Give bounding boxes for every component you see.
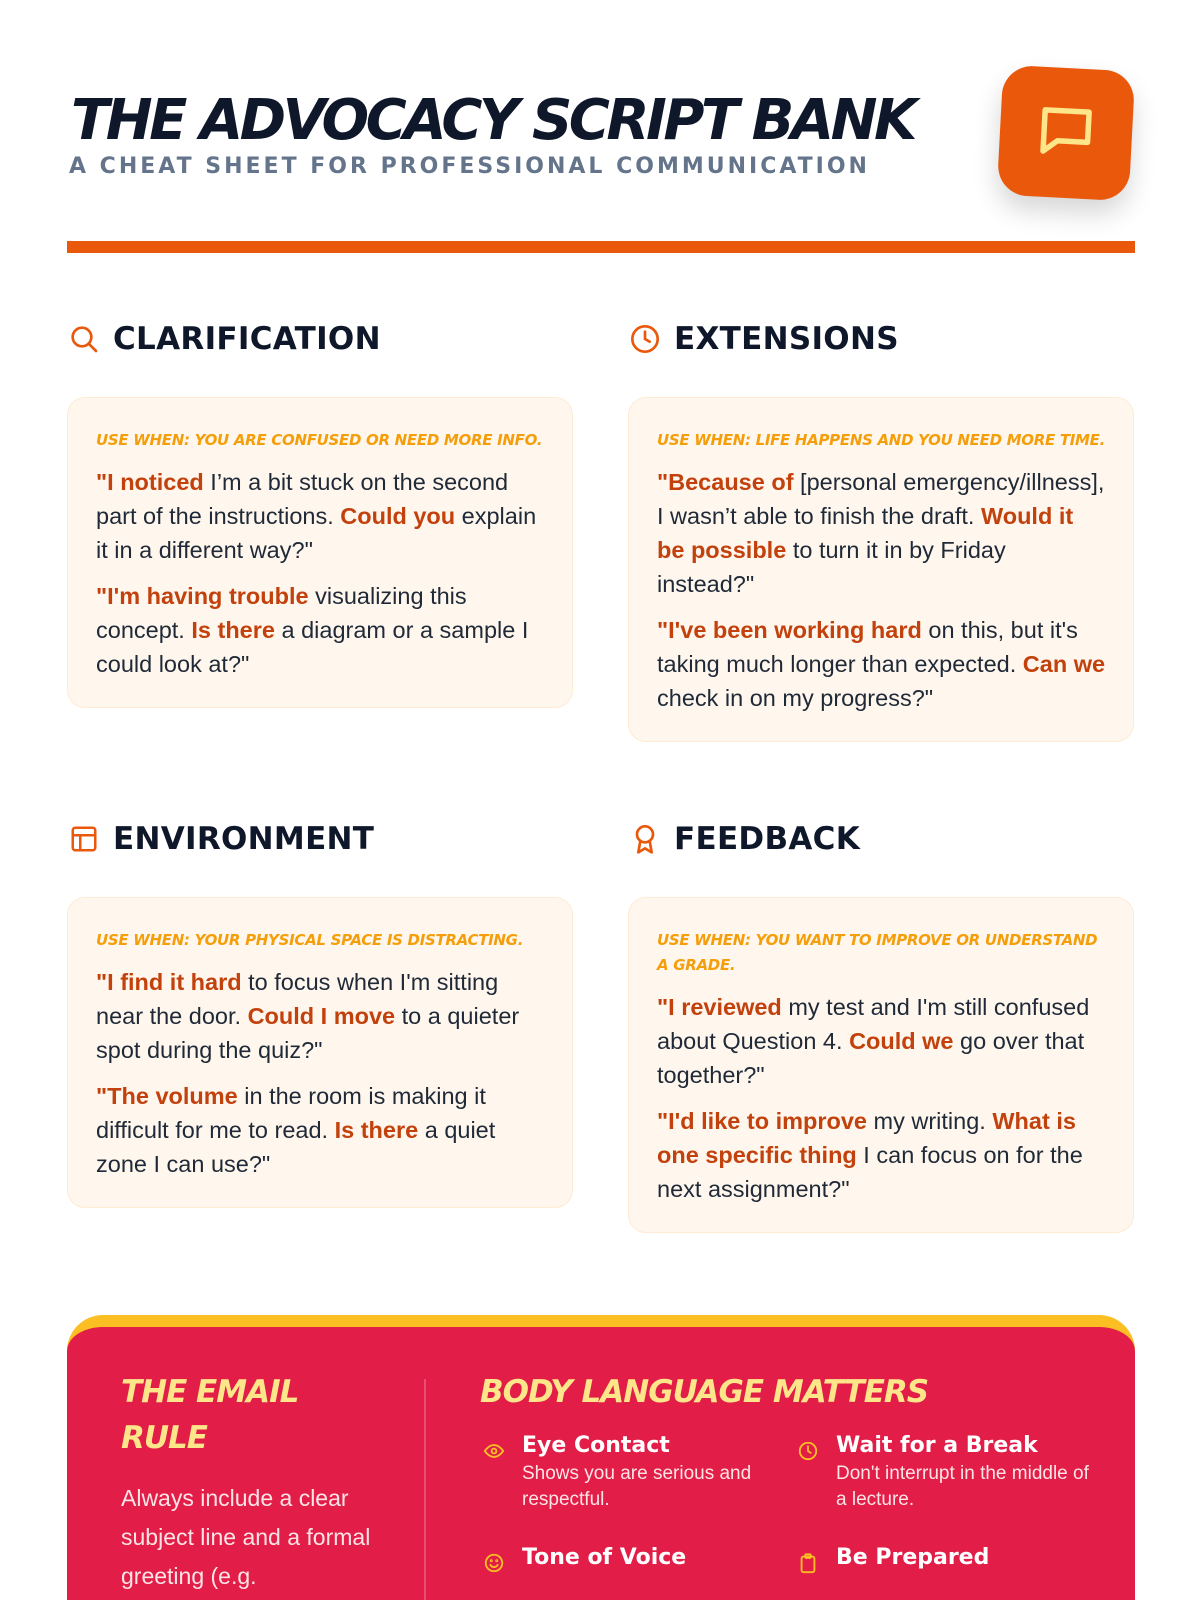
script-segment: visualizing this concept.	[96, 583, 467, 643]
tip-be-prepared	[794, 1543, 1094, 1577]
section-feedback	[628, 815, 1134, 1233]
script-text	[96, 465, 546, 567]
chat-bubble-icon	[1031, 98, 1100, 167]
section-extensions	[628, 315, 1134, 742]
script-segment: to turn it in by Friday instead?"	[657, 537, 1006, 597]
script-segment: on this, but it's taking much longer than expected.	[657, 617, 1078, 677]
section-title: EXTENSIONS	[674, 321, 899, 357]
tip-desc: Shows you are serious and respectful.	[522, 1463, 752, 1510]
tip-wait-for-break	[794, 1431, 1094, 1513]
use-when-label: USE WHEN: LIFE HAPPENS AND YOU NEED MORE TIME.	[657, 431, 1106, 449]
tip-title: Tone of Voice	[522, 1545, 687, 1570]
header-divider	[67, 241, 1135, 253]
script-text	[96, 579, 546, 681]
tips-panel	[67, 1315, 1135, 1600]
script-highlight: Is there	[334, 1117, 419, 1143]
script-segment: to focus when I'm sitting near the door.	[96, 969, 499, 1029]
script-segment: [personal emergency/illness], I wasn’t able to finish the draft.	[657, 469, 1105, 529]
script-segment: go over that together?"	[657, 1028, 1085, 1088]
clipboard-icon	[794, 1549, 822, 1577]
script-highlight: "Because of	[657, 469, 794, 495]
clock-icon	[794, 1437, 822, 1465]
script-card	[628, 397, 1134, 742]
script-text	[96, 965, 546, 1067]
section-title: ENVIRONMENT	[113, 821, 375, 857]
search-icon	[67, 322, 101, 356]
script-segment: a quiet zone I can use?"	[96, 1117, 496, 1177]
use-when-label: USE WHEN: YOU WANT TO IMPROVE OR UNDERSTAND A GRADE.	[657, 931, 1098, 974]
body-language	[480, 1369, 1100, 1600]
script-highlight: "I noticed	[96, 469, 204, 495]
script-highlight: Could we	[849, 1028, 954, 1054]
section-clarification	[67, 315, 573, 708]
eye-icon	[480, 1437, 508, 1465]
script-segment: to a quieter spot during the quiz?"	[96, 1003, 520, 1063]
script-highlight: "The volume	[96, 1083, 238, 1109]
panel-divider	[424, 1379, 426, 1600]
section-title: CLARIFICATION	[113, 321, 381, 357]
clock-icon	[628, 322, 662, 356]
script-highlight: Would it be possible	[657, 503, 1074, 563]
script-segment: check in on my progress?"	[657, 685, 934, 711]
script-highlight: "I find it hard	[96, 969, 242, 995]
section-environment	[67, 815, 573, 1208]
script-text	[657, 990, 1107, 1092]
script-segment: in the room is making it difficult for me to read.	[96, 1083, 486, 1143]
use-when-label: USE WHEN: YOUR PHYSICAL SPACE IS DISTRACTING.	[96, 931, 524, 949]
body-language-title: BODY LANGUAGE MATTERS	[480, 1374, 929, 1410]
script-text	[657, 613, 1107, 715]
script-highlight: "I'm having trouble	[96, 583, 309, 609]
tip-tone-of-voice	[480, 1543, 780, 1577]
smile-icon	[480, 1549, 508, 1577]
tip-eye-contact	[480, 1431, 780, 1513]
tip-title: Be Prepared	[836, 1545, 990, 1570]
email-rule-title: THE EMAIL RULE	[121, 1374, 299, 1456]
script-highlight: "I'd like to improve	[657, 1108, 867, 1134]
email-rule-text: Always include a clear subject line and a formal greeting (e.g.	[121, 1485, 371, 1589]
logo	[997, 65, 1136, 202]
script-highlight: What is one specific thing	[657, 1108, 1076, 1168]
tip-title: Eye Contact	[522, 1433, 670, 1458]
script-segment: my writing.	[867, 1108, 993, 1134]
script-text	[96, 1079, 546, 1181]
tip-title: Wait for a Break	[836, 1433, 1038, 1458]
script-highlight: "I reviewed	[657, 994, 782, 1020]
page-subtitle: A CHEAT SHEET FOR PROFESSIONAL COMMUNICATION	[69, 154, 870, 179]
script-highlight: Can we	[1022, 651, 1106, 677]
script-segment: explain it in a different way?"	[96, 503, 537, 563]
script-card	[67, 397, 573, 708]
script-segment: I can focus on for the next assignment?"	[657, 1142, 1083, 1202]
script-segment: I’m a bit stuck on the second part of the instructions.	[96, 469, 509, 529]
tip-desc: Don't interrupt in the middle of a lecture.	[836, 1463, 1089, 1510]
award-icon	[628, 822, 662, 856]
script-card	[67, 897, 573, 1208]
header	[67, 60, 1135, 260]
page-title: THE ADVOCACY SCRIPT BANK	[71, 88, 914, 153]
script-highlight: "I've been working hard	[657, 617, 922, 643]
script-segment: my test and I'm still confused about Question 4.	[657, 994, 1090, 1054]
script-highlight: Could I move	[247, 1003, 396, 1029]
script-segment: a diagram or a sample I could look at?"	[96, 617, 529, 677]
script-text	[657, 465, 1107, 601]
email-rule	[121, 1369, 381, 1596]
script-card	[628, 897, 1134, 1233]
section-title: FEEDBACK	[674, 821, 861, 857]
script-highlight: Is there	[191, 617, 275, 643]
script-text	[657, 1104, 1107, 1206]
use-when-label: USE WHEN: YOU ARE CONFUSED OR NEED MORE INFO.	[96, 431, 543, 449]
layout-icon	[67, 822, 101, 856]
script-highlight: Could you	[340, 503, 456, 529]
